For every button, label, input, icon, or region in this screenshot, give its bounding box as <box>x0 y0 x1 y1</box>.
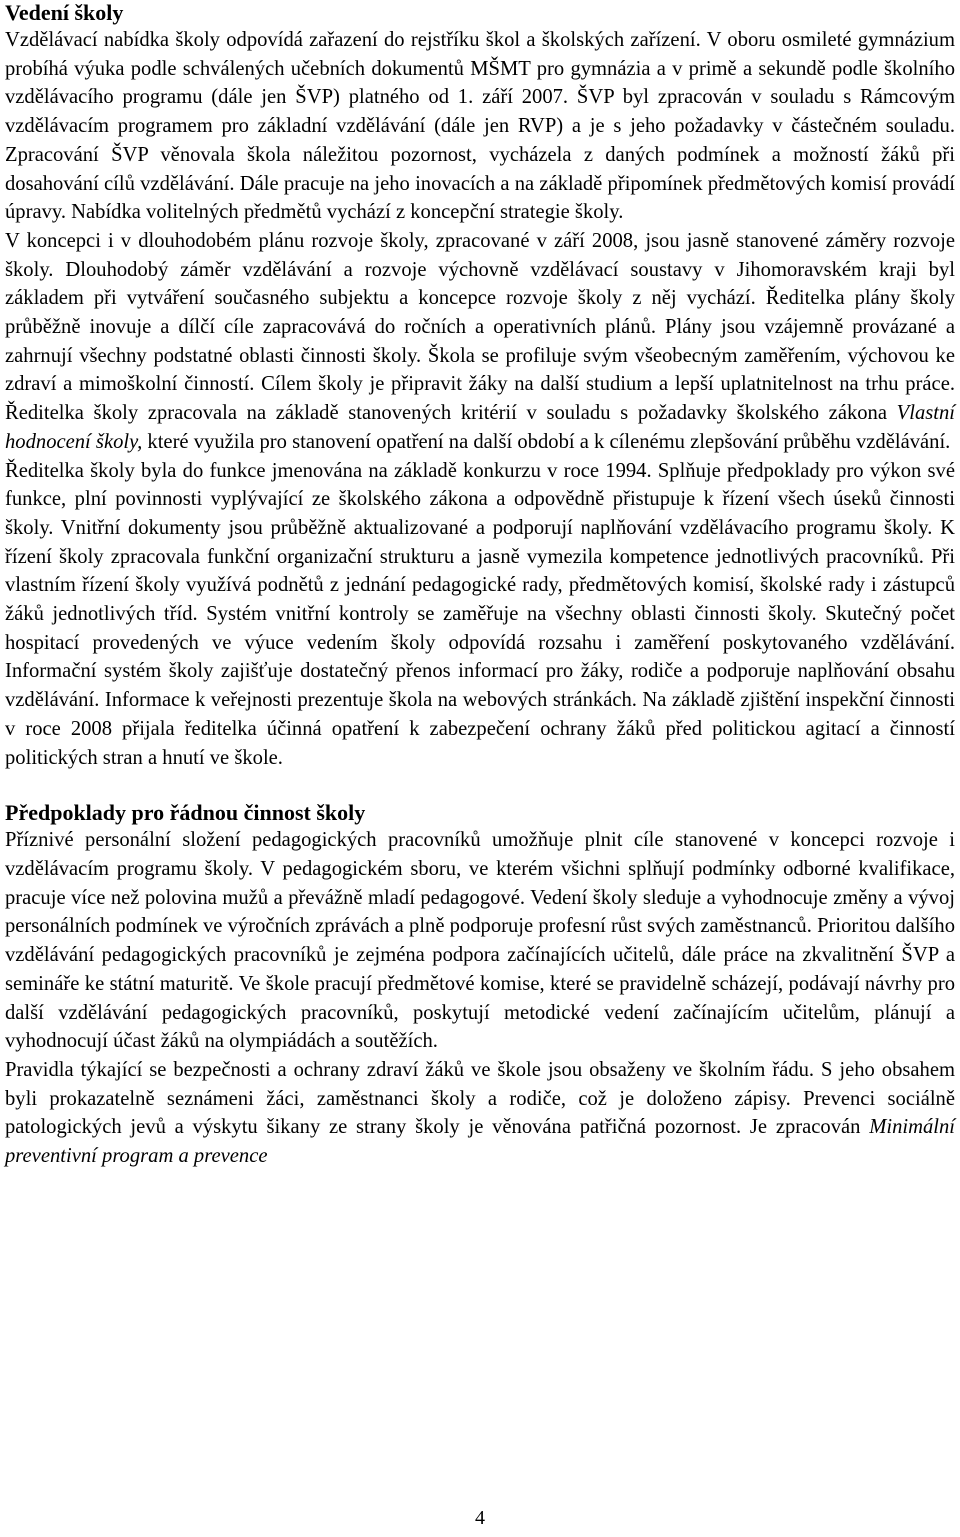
paragraph-svp: Vzdělávací nabídka školy odpovídá zařazení do rejstříku škol a školských zařízení. V oboru osmileté gymnázium probíhá výuka podle schválených učebních dokumentů MŠMT pro gymnázia a v primě a sekundě podle školního vzdělávacího programu (dále jen ŠVP) platného od 1. září 2007. ŠVP byl zpracován v souladu s Rámcovým vzdělávacím programem pro základní vzdělávání (dále jen RVP) a je s jeho požadavky v částečném souladu. Zpracování ŠVP věnovala škola náležitou pozornost, vycházela z daných podmínek a možností žáků při dosahování cílů vzdělávání. Dále pracuje na jeho inovacích a na základě připomínek předmětových komisí provádí úpravy. Nabídka volitelných předmětů vychází z koncepční strategie školy. <box>5 29 955 224</box>
document-page <box>5 0 955 1171</box>
italic-program-title: Minimální preventivní program a prevence <box>5 1116 955 1168</box>
paragraph-personal: Příznivé personální složení pedagogických pracovníků umožňuje plnit cíle stanovené v koncepci rozvoje i vzdělávacím programu školy. V pedagogickém sboru, ve kterém všichni splňují podmínky odborné kvalifikace, pracuje více než polovina mužů a převážně mladí pedagogové. Vedení školy sleduje a vyhodnocuje změny a vývoj personálních podmínek ve výročních zprávách a plně podporuje profesní růst svých zaměstnanců. Prioritou dalšího vzdělávání pedagogických pracovníků je zejména podpora začínajících učitelů, dále práce na zkvalitnění ŠVP a semináře ke státní maturitě. Ve škole pracují předmětové komise, které se pravidelně scházejí, podávají návrhy pro další vzdělávání pedagogických pracovníků, poskytují metodické vedení začínajícím učitelům, plánují a vyhodnocují účast žáků na olympiádách a soutěžích. <box>5 829 955 1053</box>
italic-document-title: Vlastní hodnocení školy, <box>5 402 955 453</box>
paragraph-koncepce-tail: které využila pro stanovení opatření na další období a k cílenému zlepšování průběhu vzdělávání. <box>142 430 951 453</box>
paragraph-bezpecnost <box>5 1056 955 1171</box>
page-number: 4 <box>475 1507 485 1529</box>
paragraph-koncepce-text: V koncepci i v dlouhodobém plánu rozvoje školy, zpracované v září 2008, jsou jasně stanovené záměry rozvoje školy. Dlouhodobý záměr vzdělávání a rozvoje výchovně vzdělávací soustavy v Jihomoravském kraji byl základem při vytváření současného subjektu a koncepce rozvoje školy z něj vychází. Ředitelka plány školy průběžně inovuje a dílčí cíle zapracovává do ročních a operativních plánů. Plány jsou vzájemně provázané a zahrnují všechny podstatné oblasti činnosti školy. Škola se profiluje svým všeobecným zaměřením, výchovou ke zdraví a mimoškolní činností. Cílem školy je připravit žáky na další studium a lepší uplatnitelnost na trhu práce. Ředitelka školy zpracovala na základě stanovených kritérií v souladu s požadavky školského zákona <box>5 229 955 425</box>
section-heading-vedeni: Vedení školy <box>5 0 124 25</box>
paragraph-reditelka: Ředitelka školy byla do funkce jmenována na základě konkurzu v roce 1994. Splňuje předpoklady pro výkon své funkce, plní povinnosti vyplývající ze školského zákona a odpovědně přistupuje k řízení všech úseků činnosti školy. Vnitřní dokumenty jsou průběžně aktualizované a podporují naplňování vzdělávacího programu školy. K řízení školy zpracovala funkční organizační strukturu a jasně vymezila kompetence jednotlivých pracovníků. Při vlastním řízení školy využívá podnětů z jednání pedagogické rady, předmětových komisí, školské rady i zástupců žáků jednotlivých tříd. Systém vnitřní kontroly se zaměřuje na všechny oblasti činnosti školy. Skutečný počet hospitací provedených ve výuce vedením školy odpovídá rozsahu i zaměření poskytovaného vzdělávání. Informační systém školy zajišťuje dostatečný přenos informací pro žáky, rodiče a podporuje naplňování obsahu vzdělávání. Informace k veřejnosti prezentuje škola na webových stránkách. Na základě zjištění inspekční činnosti v roce 2008 přijala ředitelka účinná opatření k zabezpečení ochrany žáků před politickou agitací a činností politických stran a hnutí ve škole. <box>5 459 955 769</box>
paragraph-bezpecnost-text: Pravidla týkající se bezpečnosti a ochrany zdraví žáků ve škole jsou obsaženy ve školním řádu. S jeho obsahem byli prokazatelně seznámeni žáci, zaměstnanci školy a rodiče, což je doloženo zápisy. Prevenci sociálně patologických jevů a výskytu šikany ze strany školy je věnována patřičná pozornost. Je zpracován <box>5 1058 955 1139</box>
section-heading-predpoklady: Předpoklady pro řádnou činnost školy <box>5 800 366 826</box>
paragraph-koncepce <box>5 227 955 457</box>
